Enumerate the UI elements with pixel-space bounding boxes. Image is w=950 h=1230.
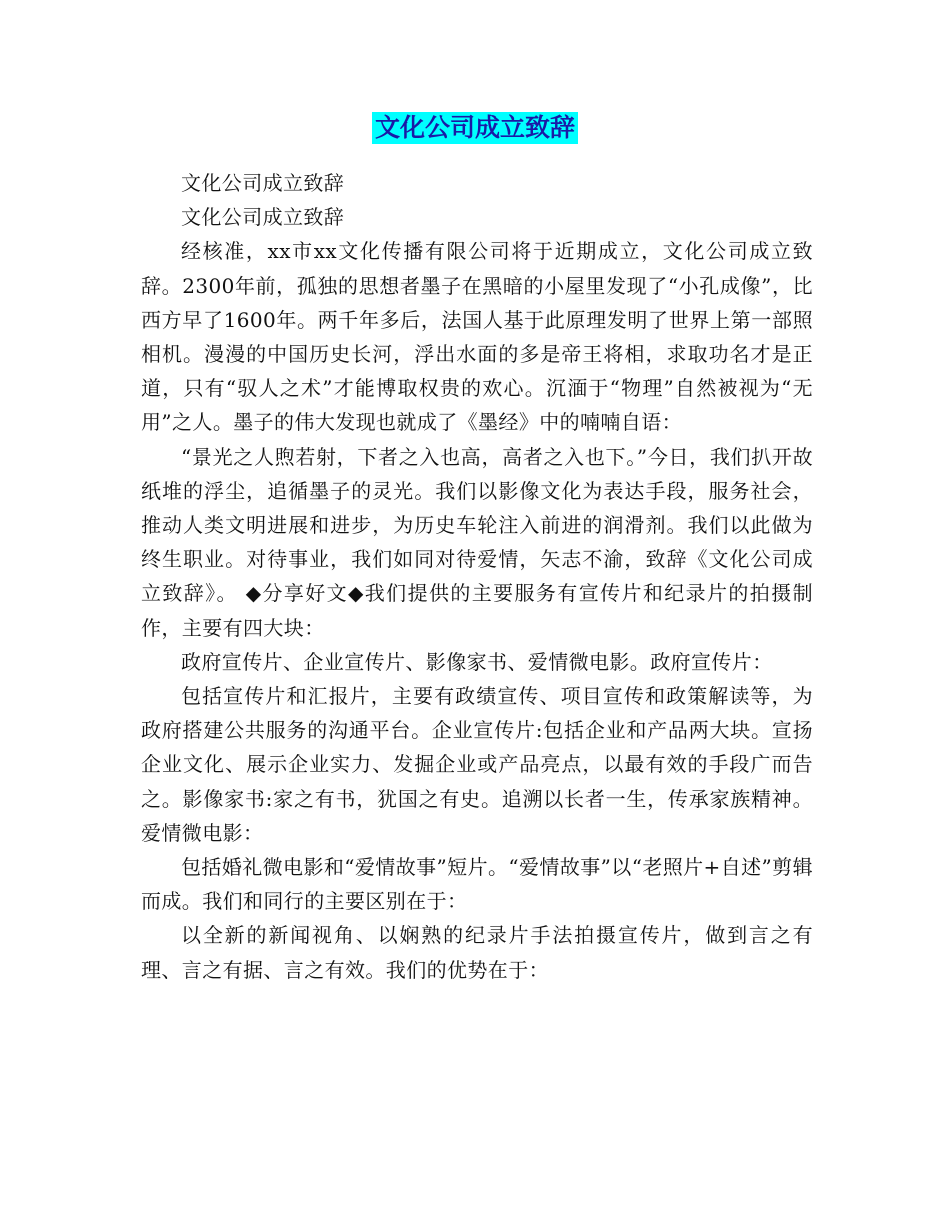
paragraph-love-film: 包括婚礼微电影和“爱情故事”短片。“爱情故事”以“老照片+自述”剪辑而成。我们和同行的主要区别在于： [141,855,813,914]
paragraph-services-detail: 包括宣传片和汇报片，主要有政绩宣传、项目宣传和政策解读等，为政府搭建公共服务的沟通平台。企业宣传片:包括企业和产品两大块。宣扬企业文化、展示企业实力、发掘企业或产品亮点，以最有效的手段广而告之。影像家书:家之有书，犹国之有史。追溯以长者一生，传承家族精神。爱情微电影： [141,684,813,845]
document-body [141,166,813,987]
paragraph-subtitle-2: 文化公司成立致辞 [181,205,345,230]
paragraph-intro: 经核准，xx市xx文化传播有限公司将于近期成立，文化公司成立致辞。2300年前，孤独的思想者墨子在黑暗的小屋里发现了“小孔成像”，比西方早了1600年。两千年多后，法国人基于此原理发明了世界上第一部照相机。漫漫的中国历史长河，浮出水面的多是帝王将相，求取功名才是正道，只有“驭人之术”才能博取权贵的欢心。沉湎于“物理”自然被视为“无用”之人。墨子的伟大发现也就成了《墨经》中的喃喃自语： [141,239,813,435]
paragraph-subtitle-1: 文化公司成立致辞 [181,171,345,195]
paragraph-services-list: 政府宣传片、企业宣传片、影像家书、爱情微电影。政府宣传片： [181,649,773,674]
title-container [0,112,950,144]
document-title: 文化公司成立致辞 [372,112,578,144]
paragraph-advantages: 以全新的新闻视角、以娴熟的纪录片手法拍摄宣传片，做到言之有理、言之有据、言之有效。我们的优势在于： [141,923,813,982]
paragraph-mozi-quote: “景光之人煦若射，下者之入也高，高者之入也下。”今日，我们扒开故纸堆的浮尘，追循墨子的灵光。我们以影像文化为表达手段，服务社会，推动人类文明进展和进步，为历史车轮注入前进的润滑剂。我们以此做为终生职业。对待事业，我们如同对待爱情，矢志不渝，致辞《文化公司成立致辞》。 ◆分享好文◆我们提供的主要服务有宣传片和纪录片的拍摄制作，主要有四大块： [141,444,813,640]
